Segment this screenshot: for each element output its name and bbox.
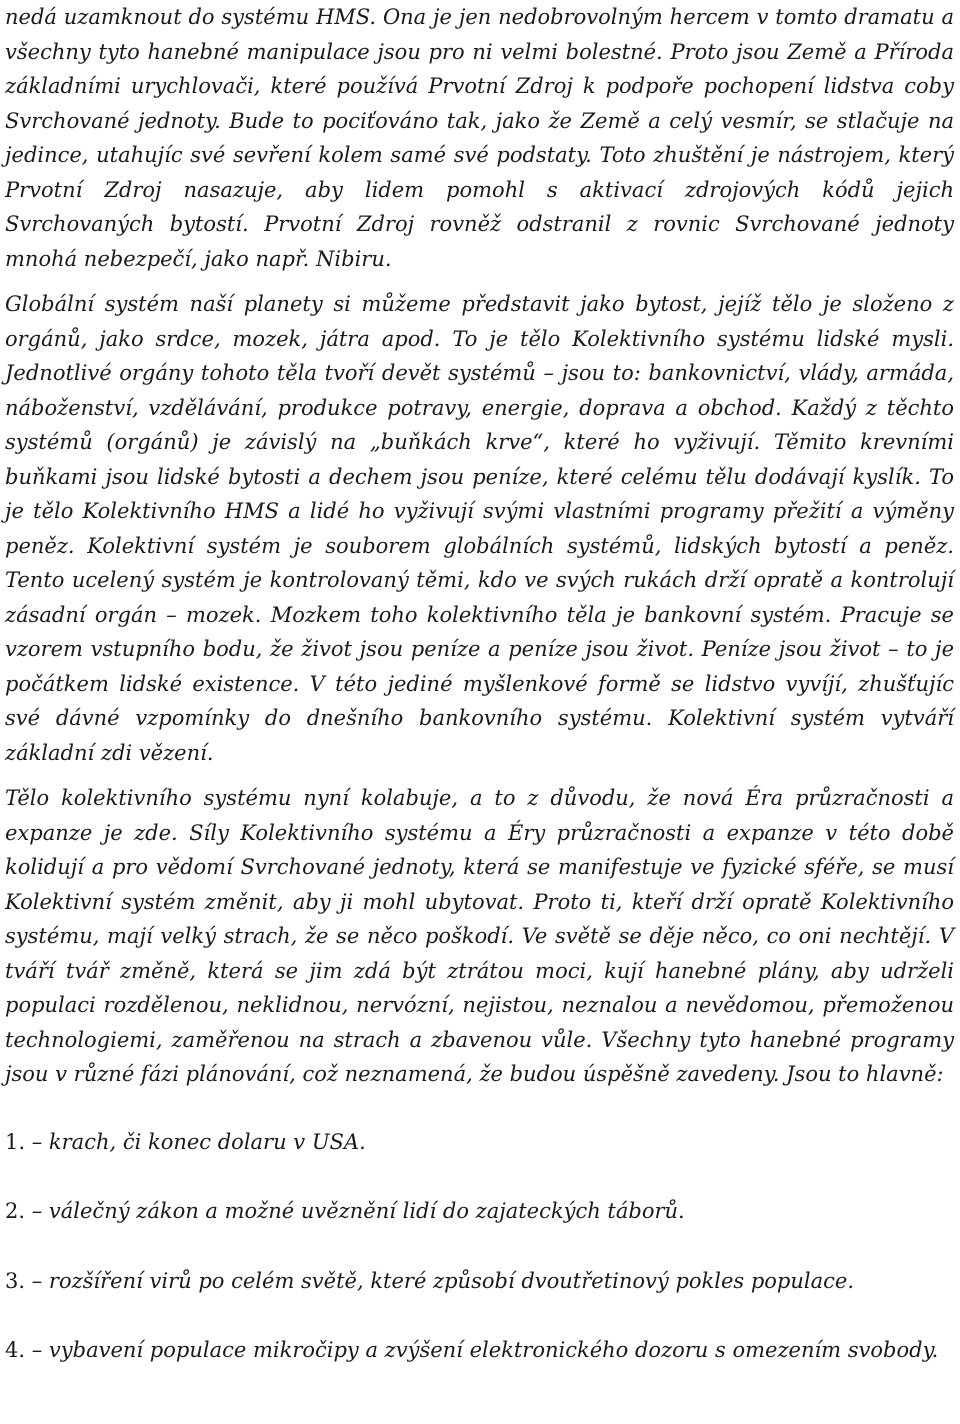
list-item (5, 1333, 954, 1368)
list-item-dash: – (25, 1199, 49, 1223)
paragraph-1-part-1: nedá uzamknout do systému HMS. Ona je jen nedobrovolným hercem v tomto dramatu a všechny tyto hanebné manipulace jsou pro ni velmi bolestné. (5, 5, 954, 64)
paragraph-3 (5, 781, 954, 1092)
list-item-number: 2. (5, 1199, 26, 1223)
paragraph-1 (5, 0, 954, 276)
list-item-dash: – (25, 1338, 49, 1362)
paragraph-2-text: Globální systém naší planety si můžeme představit jako bytost, jejíž tělo je složeno z orgánů, jako srdce, mozek, játra apod. To je tělo Kolektivního systému lidské mysli. Jednotlivé orgány tohoto těla tvoří devět systémů – jsou to: bankovnictví, vlády, armáda, náboženství, vzdělávání, produkce potravy, energie, doprava a obchod. Každý z těchto systémů (orgánů) je závislý na „buňkách krve“, které ho vyživují. Těmito krevními buňkami jsou lidské bytosti a dechem jsou peníze, které celému tělu dodávají kyslík. To je tělo Kolektivního HMS a lidé ho vyživují svými vlastními programy přežití a výměny peněz. Kolektivní systém je souborem globálních systémů, lidských bytostí a peněz. Tento ucelený systém je kontrolovaný těmi, kdo ve svých rukách drží opratě a kontrolují zásadní orgán – mozek. Mozkem toho kolektivního těla je bankovní systém. Pracuje se vzorem vstupního bodu, že život jsou peníze a peníze jsou život. Peníze jsou život – to je počátkem lidské existence. V této jediné myšlenkové formě se lidstvo vyvíjí, zhušťujíc své dávné vzpomínky do dnešního bankovního systému. Kolektivní systém vytváří základní zdi vězení. (5, 292, 954, 765)
list-item (5, 1125, 954, 1160)
list-item (5, 1264, 954, 1299)
list-item-dash: – (25, 1268, 49, 1293)
list-item-number: 4. (5, 1338, 26, 1362)
paragraph-1-part-2: Proto jsou Země a Příroda základními urychlovači, které používá Prvotní Zdroj k podpoře pochopení lidstva coby Svrchované jednoty. Bude to pociťováno tak, jako že Země a celý vesmír, se stlačuje na jedince, utahujíc své sevření kolem samé své podstaty. Toto zhuštění je nástrojem, který Prvotní Zdroj nasazuje, aby lidem pomohl s aktivací zdrojových kódů jejich Svrchovaných bytostí. Prvotní Zdroj rovněž odstranil z rovnic Svrchované jednoty mnohá nebezpečí, jako např. Nibiru. (5, 39, 954, 271)
paragraph-2 (5, 287, 954, 770)
list-item (5, 1194, 954, 1229)
list-item-text: rozšíření virů po celém světě, které způsobí dvoutřetinový pokles populace. (48, 1268, 855, 1293)
list-item-text: válečný zákon a možné uvěznění lidí do zajateckých táborů. (48, 1199, 685, 1223)
list-item-text: krach, či konec dolaru v USA. (48, 1129, 366, 1154)
list-item-number: 1. (5, 1129, 26, 1154)
list-item-text: vybavení populace mikročipy a zvýšení elektronického dozoru s omezením svobody. (48, 1338, 939, 1362)
list-item-dash: – (25, 1129, 49, 1154)
list-item-number: 3. (5, 1268, 26, 1293)
paragraph-3-text: Tělo kolektivního systému nyní kolabuje, a to z důvodu, že nová Éra průzračnosti a expanze je zde. Síly Kolektivního systému a Éry průzračnosti a expanze v této době kolidují a pro vědomí Svrchované jednoty, která se manifestuje ve fyzické sféře, se musí Kolektivní systém změnit, aby ji mohl ubytovat. Proto ti, kteří drží opratě Kolektivního systému, mají velký strach, že se něco poškodí. Ve světě se děje něco, co oni nechtějí. V tváří tvář změně, která se jim zdá být ztrátou moci, kují hanebné plány, aby udrželi populaci rozdělenou, neklidnou, nervózní, nejistou, neznalou a nevědomou, přemoženou technologiemi, zaměřenou na strach a zbavenou vůle. Všechny tyto hanebné programy jsou v různé fázi plánování, což neznamená, že budou úspěšně zavedeny. Jsou to hlavně: (5, 786, 954, 1086)
